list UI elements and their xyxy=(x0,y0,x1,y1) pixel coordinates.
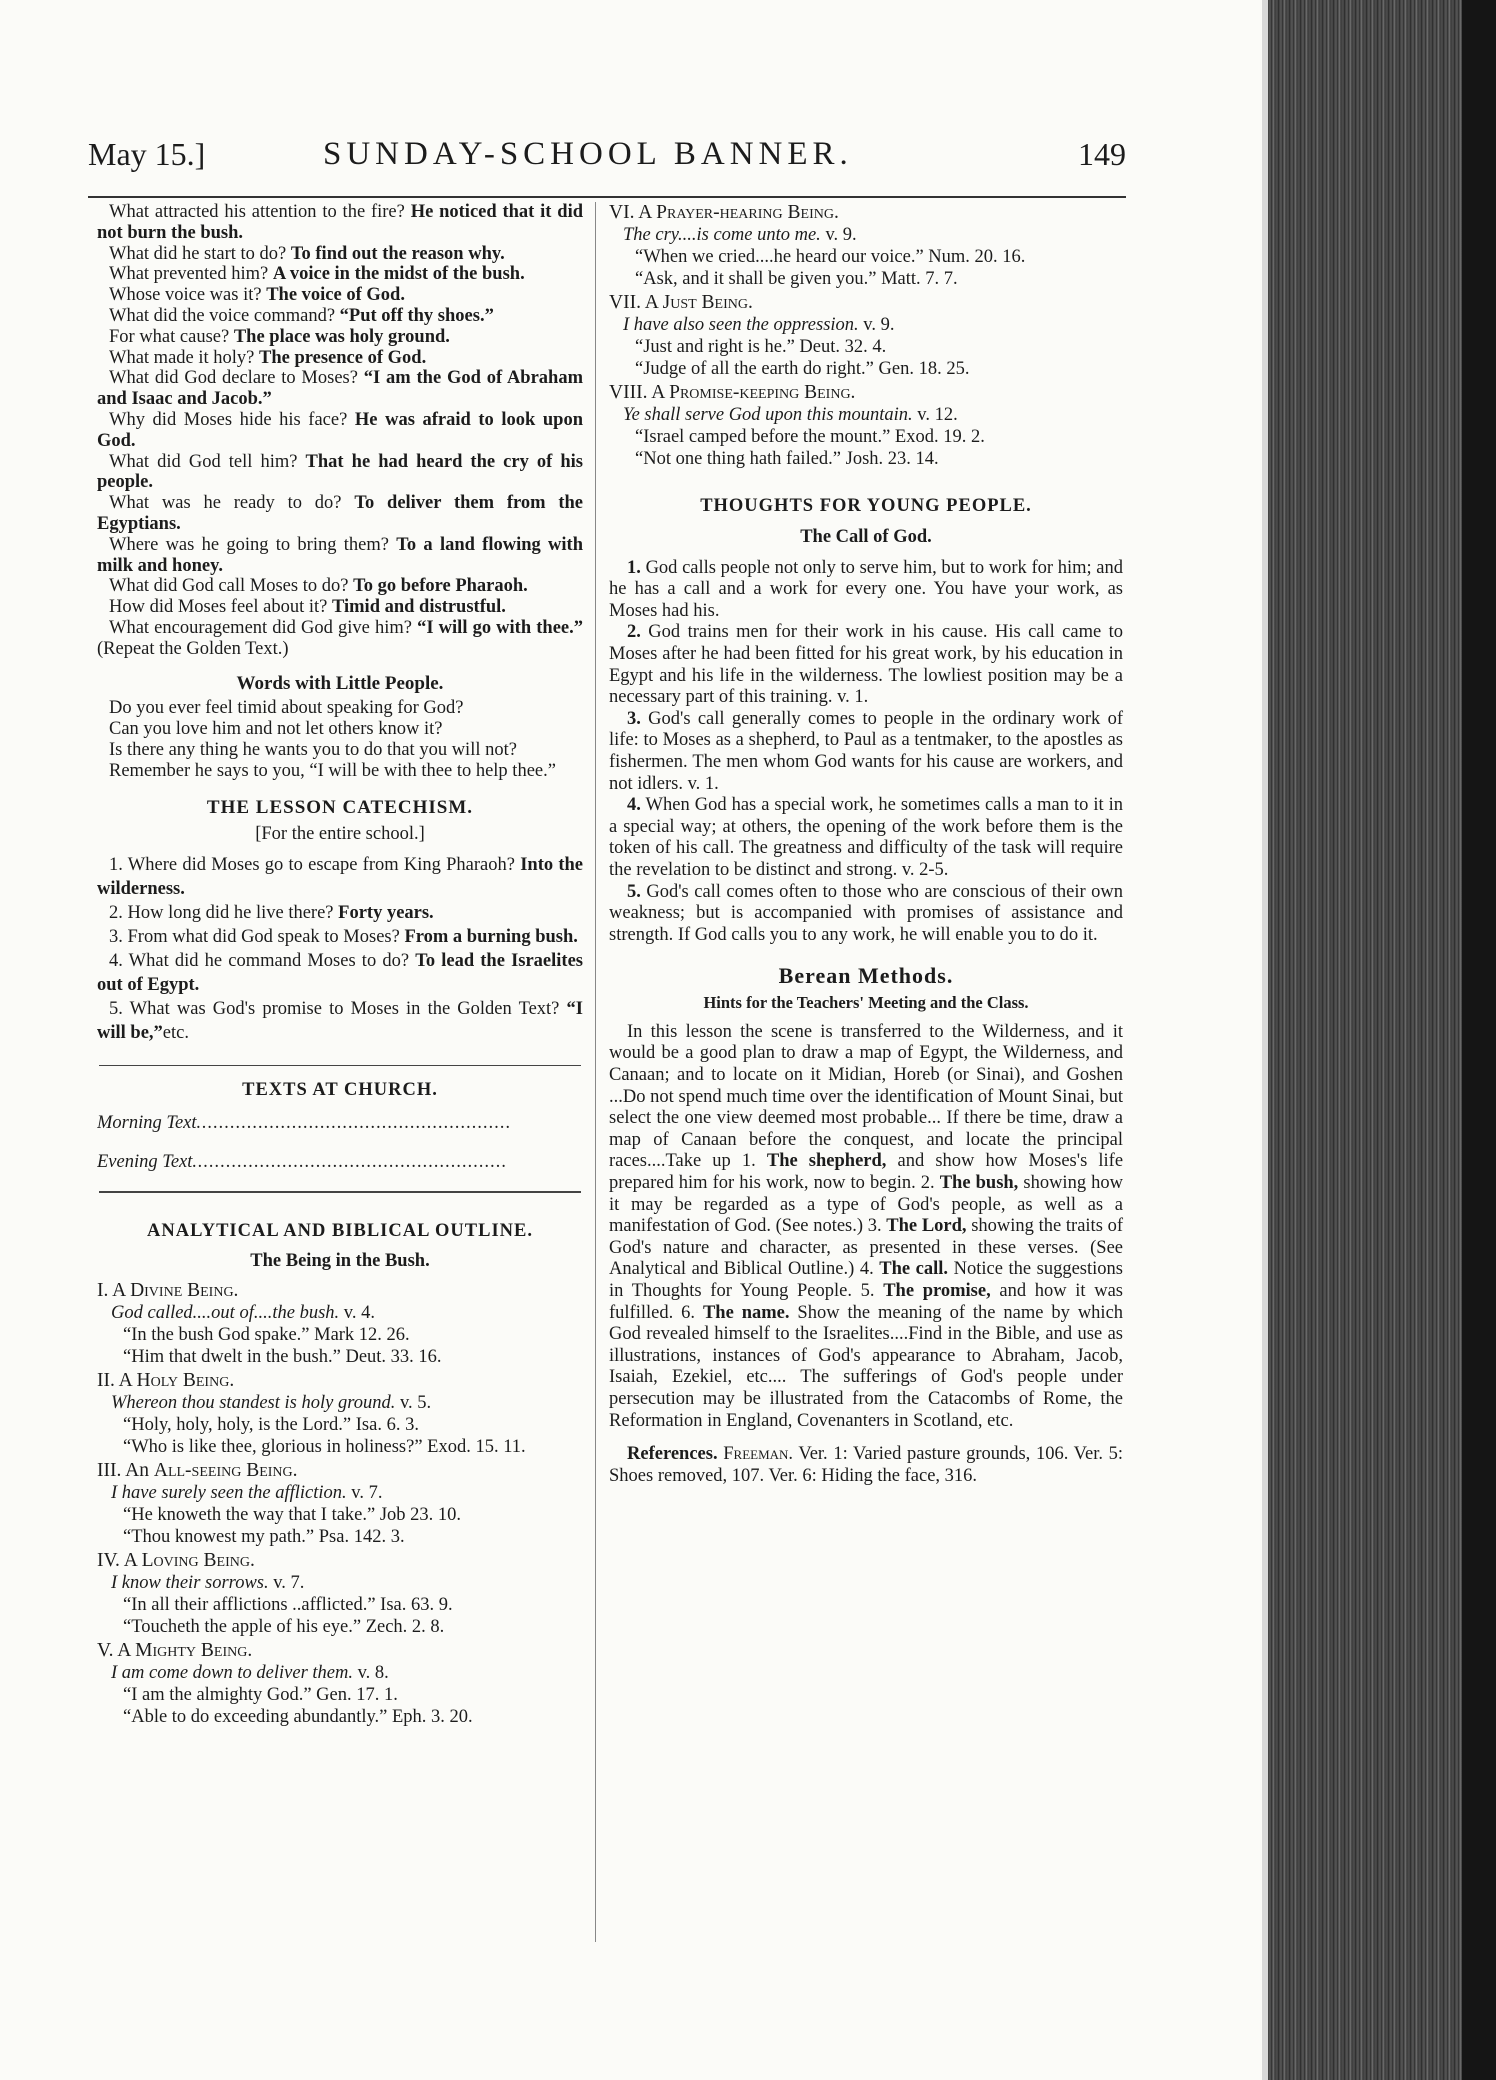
berean-text: Show the meaning of the name by which God revealed himself to the Israelites....Find in the Bible, and use as illustrations, instances of God's appearance to Abraham, Jacob, Isaiah, Ezekiel, etc.... The sufferings of God's people under persecution may be illustrated from the Catacombs of Rome, the Reformation in England, Covenanters in Scotland, etc. xyxy=(609,1302,1124,1431)
answer-text: To deliver them from the Egyptians. xyxy=(97,493,583,534)
qa-item xyxy=(97,493,583,535)
answer-text: He was afraid to look upon God. xyxy=(97,409,583,451)
qa-item xyxy=(97,285,583,306)
page-edge-binding xyxy=(1262,0,1496,2080)
qa-item xyxy=(97,348,583,369)
outline-section xyxy=(609,292,1123,380)
question-text: What attracted his attention to the fire? xyxy=(109,202,405,222)
question-text: Why did Moses hide his face? xyxy=(109,409,348,430)
binding-shadow xyxy=(1462,0,1496,2080)
outline-verse: v. 4. xyxy=(343,1303,375,1324)
little-people-line: Can you love him and not let others know it? xyxy=(109,719,443,740)
thought-number: 5. xyxy=(627,881,641,902)
outline-section-title xyxy=(609,292,1123,314)
answer-text: To find out the reason why. xyxy=(290,243,505,264)
page-header xyxy=(88,136,1126,180)
outline-quote: “Holy, holy, holy, is the Lord.” Isa. 6. 3. xyxy=(123,1415,419,1436)
thought-item xyxy=(609,709,1123,795)
outline-quote: “Israel camped before the mount.” Exod. 19. 2. xyxy=(635,427,985,447)
outline-reference xyxy=(97,1572,583,1594)
qa-item xyxy=(97,535,583,577)
berean-bold-term: The call. xyxy=(879,1259,949,1280)
thought-text: When God has a special work, he sometimes calls a man to it in a special way; at others, the opening of the work before them is the token of his call. The greatness and difficulty of the task will require the revelation to be distinct and strong. v. 2-5. xyxy=(609,795,1124,880)
outline-subheading: The Being in the Bush. xyxy=(250,1251,430,1272)
outline-numeral: IV. A xyxy=(97,1550,137,1572)
page-number: 149 xyxy=(1078,136,1126,172)
thoughts-list xyxy=(609,558,1123,947)
outline-verse: v. 12. xyxy=(917,405,958,425)
outline-quote: “Him that dwelt in the bush.” Deut. 33. 16. xyxy=(123,1347,442,1368)
outline-being: Prayer-hearing Being. xyxy=(656,202,839,223)
outline-reference xyxy=(97,1482,583,1504)
morning-text-dots: ........................................................ xyxy=(196,1112,512,1133)
qa-item xyxy=(97,597,583,618)
thought-number: 4. xyxy=(627,795,641,816)
question-text: What did the voice command? xyxy=(109,305,336,326)
thoughts-heading: THOUGHTS FOR YOUNG PEOPLE. xyxy=(700,496,1032,516)
evening-text-label: Evening Text xyxy=(97,1151,193,1172)
outline-being: Loving Being. xyxy=(141,1550,255,1572)
question-text: What did God tell him? xyxy=(109,451,298,472)
question-text: Where was he going to bring them? xyxy=(109,534,389,555)
outline-list-right xyxy=(609,202,1123,470)
outline-section-title xyxy=(97,1550,583,1572)
answer-text: That he had heard the cry of his people. xyxy=(97,451,584,493)
question-text: What did God declare to Moses? xyxy=(109,368,358,389)
outline-being: Mighty Being. xyxy=(135,1640,253,1662)
catechism-question: 4. What did he command Moses to do? xyxy=(109,951,410,972)
question-text: What made it holy? xyxy=(109,347,255,368)
outline-being: Promise-keeping Being. xyxy=(669,382,856,403)
berean-bold-term: The shepherd, xyxy=(766,1151,887,1172)
qa-item xyxy=(97,264,583,285)
header-title: SUNDAY-SCHOOL BANNER. xyxy=(323,136,853,172)
catechism-item xyxy=(97,901,583,925)
thoughts-subheading: The Call of God. xyxy=(800,526,932,547)
outline-quote: “Who is like thee, glorious in holiness?” Exod. 15. 11. xyxy=(123,1437,526,1458)
outline-scripture: Ye shall serve God upon this mountain. xyxy=(623,405,913,425)
thought-text: God trains men for their work in his cause. His call came to Moses after he had been fitted for his great work, by his education in Egypt and his life in the wilderness. The lowliest position may be a necessary part of this training. v. 1. xyxy=(609,622,1124,708)
outline-reference xyxy=(609,404,1123,426)
thought-item xyxy=(609,795,1123,881)
outline-numeral: V. A xyxy=(97,1640,131,1662)
qa-item xyxy=(97,327,583,348)
little-people-line: Remember he says to you, “I will be with thee to help thee.” xyxy=(109,760,556,781)
little-people-heading: Words with Little People. xyxy=(236,672,444,694)
answer-text: Timid and distrustful. xyxy=(332,597,506,618)
header-rule xyxy=(88,196,1126,198)
answer-text: The place was holy ground. xyxy=(233,326,450,347)
outline-section-title xyxy=(97,1460,583,1482)
outline-reference xyxy=(609,314,1123,336)
qa-item xyxy=(97,368,583,410)
catechism-tail: etc. xyxy=(162,1023,189,1044)
question-text: What did God call Moses to do? xyxy=(109,576,349,597)
morning-text-line xyxy=(97,1113,583,1134)
evening-text-line xyxy=(97,1152,583,1173)
berean-text: Notice the suggestions in Thoughts for Young People. 5. xyxy=(609,1259,1123,1301)
thought-item xyxy=(609,882,1123,947)
outline-section xyxy=(97,1460,583,1548)
qa-item xyxy=(97,452,583,494)
thought-number: 3. xyxy=(627,708,641,729)
outline-scripture: I am come down to deliver them. xyxy=(111,1663,353,1684)
outline-scripture: The cry....is come unto me. xyxy=(623,225,821,245)
answer-text: “I will go with thee.” xyxy=(417,617,583,638)
outline-scripture: God called....out of....the bush. xyxy=(111,1303,340,1324)
references-text: Ver. 1: Varied pasture grounds, 106. Ver. 5: Shoes removed, 107. Ver. 6: Hiding the face, 316. xyxy=(609,1444,1124,1486)
outline-section-title xyxy=(97,1280,583,1302)
outline-verse: v. 9. xyxy=(863,315,895,335)
references-author: Freeman. xyxy=(723,1444,794,1465)
outline-scripture: I know their sorrows. xyxy=(111,1573,269,1594)
answer-tail: (Repeat the Golden Text.) xyxy=(97,638,289,659)
catechism-question: 3. From what did God speak to Moses? xyxy=(109,927,400,948)
outline-reference xyxy=(97,1662,583,1684)
column-divider xyxy=(595,202,596,1942)
berean-bold-term: The name. xyxy=(702,1302,790,1323)
outline-being: Holy Being. xyxy=(136,1370,235,1392)
catechism-item xyxy=(97,997,583,1045)
question-text: What encouragement did God give him? xyxy=(109,617,412,638)
catechism-question: 5. What was God's promise to Moses in the Golden Text? xyxy=(109,999,560,1020)
outline-quote: “Judge of all the earth do right.” Gen. 18. 25. xyxy=(635,359,970,379)
berean-text: In this lesson the scene is transferred to the Wilderness, and it would be a good plan to draw a map of Egypt, the Wilderness, and Canaan; and to locate on it Midian, Horeb (or Sinai), and Goshen ...Do not spend much time over the identification of Mount Sinai, but select the one view deemed most probable... If there be time, draw a map of Canaan before the conquest, and locate the principal races....Take up 1. xyxy=(609,1021,1123,1172)
berean-bold-term: The bush, xyxy=(939,1173,1019,1194)
outline-numeral: II. A xyxy=(97,1370,132,1392)
thought-number: 2. xyxy=(627,622,641,643)
outline-section xyxy=(97,1280,583,1368)
little-people-line: Is there any thing he wants you to do that you will not? xyxy=(109,739,517,760)
outline-section-title xyxy=(609,382,1123,404)
question-answer-list xyxy=(97,202,583,660)
outline-reference xyxy=(609,224,1123,246)
thought-number: 1. xyxy=(627,557,641,578)
outline-quote: “When we cried....he heard our voice.” Num. 20. 16. xyxy=(635,247,1026,267)
outline-verse: v. 7. xyxy=(273,1573,305,1594)
question-text: How did Moses feel about it? xyxy=(109,597,328,618)
thought-item xyxy=(609,622,1123,708)
catechism-heading: THE LESSON CATECHISM. xyxy=(206,796,474,818)
qa-item xyxy=(97,618,583,660)
outline-being: Divine Being. xyxy=(130,1280,239,1302)
right-column xyxy=(609,202,1123,1487)
section-rule xyxy=(99,1065,581,1066)
berean-text: showing the traits of God's nature and character, as presented in these verses. (See Analytical and Biblical Outline.) 4. xyxy=(609,1216,1123,1280)
outline-verse: v. 7. xyxy=(351,1483,383,1504)
outline-numeral: VIII. A xyxy=(609,382,665,403)
catechism-subheading: [For the entire school.] xyxy=(255,824,425,845)
question-text: What did he start to do? xyxy=(109,243,287,264)
catechism-item xyxy=(97,949,583,997)
question-text: What was he ready to do? xyxy=(109,493,342,514)
outline-section xyxy=(609,382,1123,470)
berean-bold-term: The Lord, xyxy=(886,1216,967,1237)
catechism-answer: Into the wilderness. xyxy=(97,855,584,900)
qa-item xyxy=(97,306,583,327)
outline-quote: “In the bush God spake.” Mark 12. 26. xyxy=(123,1325,410,1346)
berean-text: showing how it may be regarded as a type of God's people, as well as a manifestation of God. (See notes.) 3. xyxy=(609,1173,1123,1237)
catechism-answer: “I will be,” xyxy=(97,999,583,1044)
qa-item xyxy=(97,576,583,597)
outline-quote: “Thou knowest my path.” Psa. 142. 3. xyxy=(123,1527,405,1548)
qa-item xyxy=(97,202,583,244)
outline-quote: “I am the almighty God.” Gen. 17. 1. xyxy=(123,1685,398,1706)
answer-text: The voice of God. xyxy=(266,285,405,306)
outline-section-title xyxy=(609,202,1123,224)
berean-bold-term: The promise, xyxy=(883,1281,991,1301)
morning-text-label: Morning Text xyxy=(97,1112,197,1133)
answer-text: “Put off thy shoes.” xyxy=(339,305,494,326)
thought-text: God's call comes often to those who are conscious of their own weakness; but is accompanied with promises of assistance and strength. If God calls you to any work, he will enable you to do it. xyxy=(609,881,1124,945)
outline-numeral: VII. A xyxy=(609,292,658,313)
outline-section-title xyxy=(97,1370,583,1392)
references-label: References. xyxy=(627,1444,718,1465)
qa-item xyxy=(97,244,583,265)
outline-being: Just Being. xyxy=(662,292,753,313)
outline-scripture: I have also seen the oppression. xyxy=(623,315,859,335)
evening-text-dots: ........................................................ xyxy=(192,1151,508,1172)
outline-quote: “In all their afflictions ..afflicted.” Isa. 63. 9. xyxy=(123,1595,453,1616)
answer-text: A voice in the midst of the bush. xyxy=(272,264,525,285)
little-people-list xyxy=(97,698,583,781)
outline-numeral: I. A xyxy=(97,1280,126,1302)
outline-quote: “Not one thing hath failed.” Josh. 23. 14. xyxy=(635,449,939,469)
outline-quote: “He knoweth the way that I take.” Job 23. 10. xyxy=(123,1505,462,1526)
question-text: Whose voice was it? xyxy=(109,285,262,306)
answer-text: To go before Pharaoh. xyxy=(353,576,528,597)
outline-numeral: VI. A xyxy=(609,202,652,223)
catechism-item xyxy=(97,853,583,901)
outline-reference xyxy=(97,1302,583,1324)
outline-quote: “Toucheth the apple of his eye.” Zech. 2. 8. xyxy=(123,1617,445,1638)
catechism-answer: Forty years. xyxy=(338,903,434,924)
section-rule xyxy=(99,1191,581,1193)
outline-reference xyxy=(97,1392,583,1414)
thought-item xyxy=(609,558,1123,623)
question-text: What prevented him? xyxy=(109,264,269,285)
question-text: For what cause? xyxy=(109,326,230,347)
thought-text: God calls people not only to serve him, but to work for him; and he has a call and a work for every one. You have your work, as Moses had his. xyxy=(609,557,1124,621)
outline-section xyxy=(609,202,1123,290)
catechism-question: 1. Where did Moses go to escape from King Pharaoh? xyxy=(109,855,515,876)
qa-item xyxy=(97,410,583,452)
catechism-answer: From a burning bush. xyxy=(404,927,578,948)
outline-verse: v. 8. xyxy=(357,1663,389,1684)
berean-subheading: Hints for the Teachers' Meeting and the Class. xyxy=(703,993,1029,1013)
catechism-answer: To lead the Israelites out of Egypt. xyxy=(97,951,583,996)
outline-section xyxy=(97,1550,583,1638)
outline-numeral: III. An xyxy=(97,1460,149,1482)
answer-text: The presence of God. xyxy=(259,347,427,368)
header-date: May 15.] xyxy=(88,136,206,172)
references-paragraph xyxy=(609,1444,1123,1487)
catechism-list xyxy=(97,853,583,1045)
outline-verse: v. 9. xyxy=(825,225,857,245)
little-people-line: Do you ever feel timid about speaking for God? xyxy=(109,698,464,719)
outline-quote: “Just and right is he.” Deut. 32. 4. xyxy=(635,337,887,357)
answer-text: “I am the God of Abraham and Isaac and Jacob.” xyxy=(97,368,584,410)
berean-heading: Berean Methods. xyxy=(778,963,954,989)
berean-text: and how it was fulfilled. 6. xyxy=(609,1281,1124,1323)
berean-text: and show how Moses's life prepared him for his work, now to begin. 2. xyxy=(609,1151,1124,1194)
outline-list-left xyxy=(97,1280,583,1728)
outline-quote: “Able to do exceeding abundantly.” Eph. 3. 20. xyxy=(123,1707,473,1728)
outline-being: All-seeing Being. xyxy=(153,1460,298,1482)
answer-text: To a land flowing with milk and honey. xyxy=(97,534,583,576)
outline-section xyxy=(97,1370,583,1458)
catechism-question: 2. How long did he live there? xyxy=(109,903,334,924)
outline-section xyxy=(97,1640,583,1728)
texts-heading: TEXTS AT CHURCH. xyxy=(242,1080,438,1101)
berean-paragraph xyxy=(609,1022,1123,1432)
outline-section-title xyxy=(97,1640,583,1662)
outline-verse: v. 5. xyxy=(399,1393,432,1414)
outline-scripture: I have surely seen the affliction. xyxy=(111,1483,347,1504)
catechism-item xyxy=(97,925,583,949)
left-column xyxy=(97,202,583,1730)
answer-text: He noticed that it did not burn the bush. xyxy=(97,202,584,243)
outline-heading: ANALYTICAL AND BIBLICAL OUTLINE. xyxy=(146,1220,533,1241)
outline-quote: “Ask, and it shall be given you.” Matt. 7. 7. xyxy=(635,269,958,289)
thought-text: God's call generally comes to people in the ordinary work of life: to Moses as a shepherd, to Paul as a tentmaker, to the apostles as fishermen. The men whom God wants for his cause are workers, and not idlers. v. 1. xyxy=(609,708,1124,794)
outline-scripture: Whereon thou standest is holy ground. xyxy=(111,1393,396,1414)
